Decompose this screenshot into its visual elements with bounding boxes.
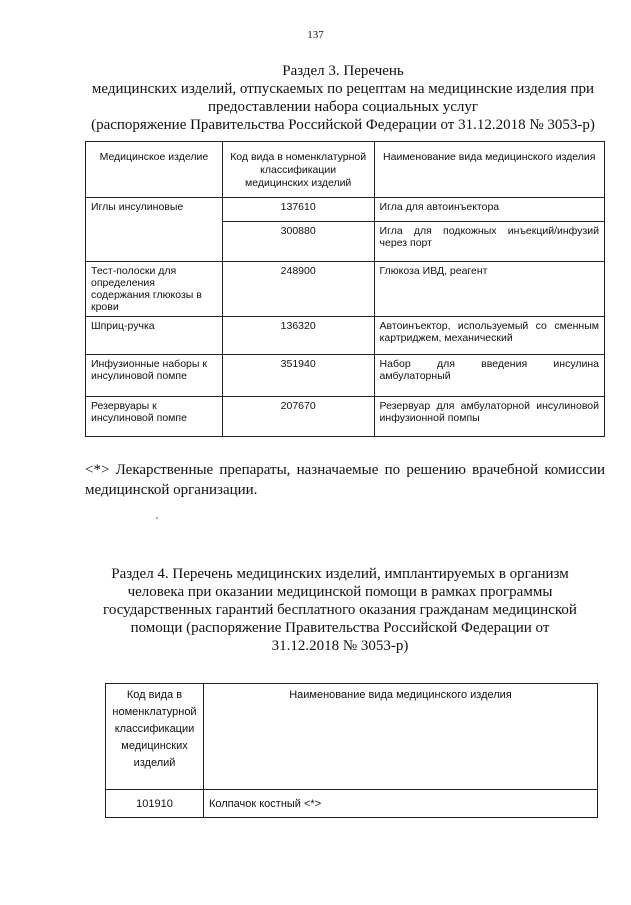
- table-header-row: [86, 142, 605, 198]
- section3-title-line: Раздел 3. Перечень: [282, 63, 404, 79]
- name-cell: Резервуар для амбулаторной инсулиновой инфузионной помпы: [374, 397, 604, 437]
- header-code: Код вида в номенклатурной классификации медицинских изделий: [222, 142, 374, 198]
- page-number: 137: [307, 29, 324, 41]
- section3-title-line: (распоряжение Правительства Российской Федерации от 31.12.2018 № 3053-р): [91, 117, 595, 133]
- header-device: Медицинское изделие: [86, 142, 223, 198]
- section3-title-line: предоставлении набора социальных услуг: [207, 99, 479, 115]
- device-cell: Резервуары к инсулиновой помпе: [86, 397, 223, 437]
- name-cell: Автоинъектор, используемый со сменным картриджем, механический: [374, 317, 604, 355]
- code-cell: 137610: [222, 198, 374, 222]
- device-cell: Тест-полоски для определения содержания глюкозы в крови: [86, 262, 223, 317]
- section3-title: [80, 62, 606, 134]
- code-cell: 248900: [222, 262, 374, 317]
- table-row: [86, 262, 605, 317]
- code-cell: 136320: [222, 317, 374, 355]
- code-cell: 207670: [222, 397, 374, 437]
- table-header-row: [106, 684, 598, 790]
- header-name: Наименование вида медицинского изделия: [374, 142, 604, 198]
- table-row: [86, 317, 605, 355]
- section3-title-line: медицинских изделий, отпускаемых по рецептам на медицинские изделия при: [91, 81, 595, 97]
- table-row: [86, 355, 605, 397]
- code-cell: 351940: [222, 355, 374, 397]
- section3-table: [85, 141, 605, 437]
- name-cell: Набор для введения инсулина амбулаторный: [374, 355, 604, 397]
- code-cell: 300880: [222, 222, 374, 262]
- header-code: Код вида в номенклатурной классификации медицинских изделий: [106, 684, 204, 790]
- scan-speck: [156, 517, 158, 519]
- section4-title: Раздел 4. Перечень медицинских изделий, имплантируемых в организм человека при оказании медицинской помощи в рамках программы государственных гарантий бесплатного оказания гражданам медицинской помощи (распоряжение Правительства Российской Федерации от 31.12.2018 № 3053-р): [103, 566, 577, 654]
- header-name: Наименование вида медицинского изделия: [203, 684, 597, 790]
- table-row: [106, 790, 598, 818]
- section4-table: [105, 683, 598, 818]
- device-cell: Шприц-ручка: [86, 317, 223, 355]
- table-row: [86, 397, 605, 437]
- name-cell: Глюкоза ИВД, реагент: [374, 262, 604, 317]
- name-cell: Колпачок костный <*>: [203, 790, 597, 818]
- name-cell: Игла для автоинъектора: [374, 198, 604, 222]
- name-cell: Игла для подкожных инъекций/инфузий через порт: [374, 222, 604, 262]
- device-cell: Инфузионные наборы к инсулиновой помпе: [86, 355, 223, 397]
- footnote: <*> Лекарственные препараты, назначаемые по решению врачебной комиссии медицинской организации.: [85, 462, 605, 498]
- code-cell: 101910: [106, 790, 204, 818]
- device-cell: Иглы инсулиновые: [86, 198, 223, 262]
- table-row: [86, 198, 605, 222]
